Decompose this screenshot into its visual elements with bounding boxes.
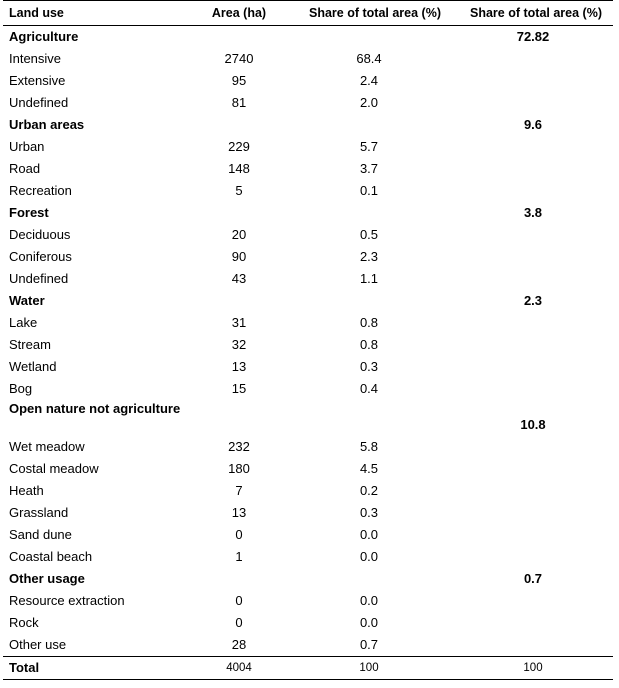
row-label: Urban [9, 139, 45, 154]
row-share: 3.7 [359, 161, 379, 176]
row-area: 15 [231, 381, 247, 396]
row-area: 2740 [224, 51, 254, 66]
category-name: Water [9, 293, 45, 308]
table-header [3, 1, 613, 25]
category-name: Other usage [9, 571, 85, 586]
row-share: 5.7 [359, 139, 379, 154]
category-share: 9.6 [523, 117, 543, 132]
table-row [3, 268, 613, 290]
table-row [3, 480, 613, 502]
row-share: 0.1 [359, 183, 379, 198]
category-name: Agriculture [9, 29, 79, 44]
category-row [3, 290, 613, 312]
table-row [3, 224, 613, 246]
row-label: Road [9, 161, 41, 176]
category-share: 72.82 [516, 29, 550, 44]
row-label: Deciduous [9, 227, 71, 242]
row-share: 5.8 [359, 439, 379, 454]
category-row [3, 568, 613, 590]
row-label: Coastal beach [9, 549, 93, 564]
row-label: Sand dune [9, 527, 72, 542]
row-area: 0 [235, 527, 243, 542]
table-body [3, 26, 613, 656]
row-label: Undefined [9, 95, 69, 110]
row-label: Grassland [9, 505, 69, 520]
row-area: 229 [228, 139, 250, 154]
row-share: 0.5 [359, 227, 379, 242]
row-share: 0.8 [359, 337, 379, 352]
row-share: 0.8 [359, 315, 379, 330]
table-row [3, 458, 613, 480]
table-row [3, 590, 613, 612]
table-row [3, 246, 613, 268]
category-row [3, 26, 613, 48]
row-share: 2.0 [359, 95, 379, 110]
row-area: 1 [235, 549, 243, 564]
row-label: Undefined [9, 271, 69, 286]
header-land-use: Land use [9, 6, 64, 20]
row-area: 7 [235, 483, 243, 498]
total-row [3, 657, 613, 679]
row-area: 28 [231, 637, 247, 652]
row-label: Stream [9, 337, 51, 352]
row-label: Heath [9, 483, 44, 498]
table-row [3, 378, 613, 400]
category-name: Urban areas [9, 117, 85, 132]
row-area: 81 [231, 95, 247, 110]
row-area: 232 [228, 439, 250, 454]
row-share: 1.1 [359, 271, 379, 286]
bottom-rule [3, 679, 613, 680]
table-row [3, 356, 613, 378]
land-use-table [3, 0, 613, 680]
row-label: Intensive [9, 51, 62, 66]
row-label: Costal meadow [9, 461, 99, 476]
row-share: 0.0 [359, 593, 379, 608]
row-share: 0.0 [359, 615, 379, 630]
category-share: 0.7 [523, 571, 543, 586]
category-row [3, 400, 613, 436]
row-label: Bog [9, 381, 33, 396]
row-label: Resource extraction [9, 593, 125, 608]
row-area: 180 [228, 461, 250, 476]
total-share-group: 100 [523, 662, 543, 674]
total-area: 4004 [226, 662, 252, 674]
table-row [3, 312, 613, 334]
table-row [3, 136, 613, 158]
category-share: 2.3 [523, 293, 543, 308]
table-row [3, 92, 613, 114]
total-label: Total [9, 660, 40, 675]
category-name: Forest [9, 205, 49, 220]
row-area: 13 [231, 505, 247, 520]
table-row [3, 612, 613, 634]
header-share-group: Share of total area (%) [470, 6, 602, 20]
row-share: 0.4 [359, 381, 379, 396]
row-label: Coniferous [9, 249, 72, 264]
row-share: 68.4 [356, 51, 382, 66]
header-share: Share of total area (%) [309, 6, 441, 20]
row-share: 2.3 [359, 249, 379, 264]
table-row [3, 524, 613, 546]
row-area: 31 [231, 315, 247, 330]
row-area: 13 [231, 359, 247, 374]
category-share: 3.8 [523, 205, 543, 220]
table-row [3, 334, 613, 356]
category-row [3, 202, 613, 224]
table-row [3, 546, 613, 568]
total-share: 100 [359, 662, 379, 674]
row-label: Wetland [9, 359, 57, 374]
row-share: 0.7 [359, 637, 379, 652]
row-share: 4.5 [359, 461, 379, 476]
row-label: Rock [9, 615, 39, 630]
row-share: 0.3 [359, 359, 379, 374]
row-share: 0.3 [359, 505, 379, 520]
row-share: 2.4 [359, 73, 379, 88]
table-row [3, 180, 613, 202]
row-share: 0.2 [359, 483, 379, 498]
row-label: Extensive [9, 73, 66, 88]
row-label: Other use [9, 637, 67, 652]
row-area: 20 [231, 227, 247, 242]
table-row [3, 70, 613, 92]
row-area: 32 [231, 337, 247, 352]
row-label: Lake [9, 315, 38, 330]
row-area: 90 [231, 249, 247, 264]
table-row [3, 48, 613, 70]
row-label: Recreation [9, 183, 72, 198]
table-row [3, 158, 613, 180]
table-row [3, 634, 613, 656]
row-area: 148 [228, 161, 250, 176]
category-row [3, 114, 613, 136]
row-share: 0.0 [359, 549, 379, 564]
row-area: 0 [235, 615, 243, 630]
row-area: 95 [231, 73, 247, 88]
table-row [3, 502, 613, 524]
table-row [3, 436, 613, 458]
row-label: Wet meadow [9, 439, 85, 454]
row-area: 0 [235, 593, 243, 608]
row-area: 43 [231, 271, 247, 286]
category-share: 10.8 [520, 417, 546, 432]
row-area: 5 [235, 183, 243, 198]
row-share: 0.0 [359, 527, 379, 542]
header-area: Area (ha) [211, 6, 267, 20]
category-name: Open nature not agriculture [9, 401, 181, 416]
